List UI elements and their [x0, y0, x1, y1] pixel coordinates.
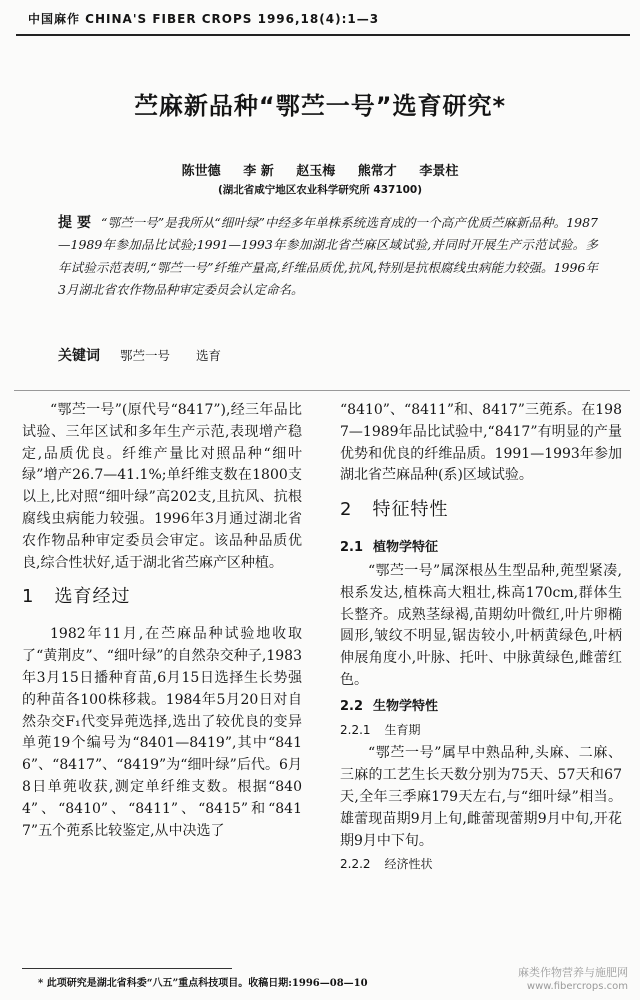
subsection-heading — [340, 696, 622, 718]
header-rule — [16, 34, 630, 36]
right-column — [340, 400, 622, 878]
subsubsection-title: 生育期 — [384, 722, 421, 737]
keyword: 鄂苎一号 — [119, 348, 170, 363]
subsection-heading — [340, 537, 622, 559]
section-heading — [22, 584, 302, 610]
section-paragraph: 1982年11月,在苎麻品种试验地收取了“黄荆皮”、“细叶绿”的自然杂交种子,1983年3月15日播种育苗,6月15日选择生长势强的种苗各100株移栽。1984年5月20日对自然杂交F₁代变异蔸选择,选出了较优良的变异单蔸19个编号为“8401—8419”,其中“8416”、“8417”、“8419”为“细叶绿”后代。6月8日单蔸收获,测定单纤维支数。根据“8404”、“8410”、“8411”、“8415”和“8417”五个蔸系比较鉴定,从中决选了 — [22, 626, 302, 839]
keywords — [58, 345, 598, 365]
footnote-rule — [22, 968, 232, 969]
footnote: * 此项研究是湖北省科委“八五”重点科技项目。收稿日期:1996—08—10 — [38, 978, 368, 989]
section-number: 1 — [22, 586, 35, 608]
site-watermark — [518, 966, 628, 994]
author-name: 陈世德 — [181, 164, 221, 179]
affiliation: (湖北省咸宁地区农业科学研究所 437100) — [217, 184, 423, 196]
author-name: 赵玉梅 — [296, 164, 336, 179]
continued-paragraph: “8410”、“8411”和、8417”三蔸系。在1987—1989年品比试验中,“8417”有明显的产量优势和优良的纤维品质。1991—1993年参加湖北省苎麻品种(系)区域试验。 — [340, 402, 622, 484]
author-name: 李景柱 — [419, 164, 459, 179]
article-title: 苎麻新品种“鄂苎一号”选育研究* — [133, 92, 507, 120]
watermark-url: www.fibercrops.com — [526, 981, 628, 992]
keywords-label: 关键词 — [58, 348, 100, 364]
section-heading — [340, 497, 622, 523]
subsection-number: 2.2 — [340, 698, 364, 714]
subsubsection-number: 2.2.1 — [340, 722, 371, 737]
section-title: 选育经过 — [54, 586, 131, 608]
subsection-title: 生物学特性 — [373, 698, 439, 714]
subsection-title: 植物学特征 — [373, 540, 439, 556]
author-name: 熊常才 — [357, 164, 397, 179]
keyword: 选育 — [195, 348, 221, 363]
section-title: 特征特性 — [372, 499, 449, 521]
intro-paragraph: “鄂苎一号”(原代号“8417”),经三年品比试验、三年区试和多年生产示范,表现增产稳定,品质优良。纤维产量比对照品种“细叶绿”增产26.7—41.1%;单纤维支数在1800支以上,比对照“细叶绿”高202支,且抗风、抗根腐线虫病能力较强。1996年3月通过湖北省农作物品种审定委员会审定。该品种品质优良,综合性状好,适于湖北省苎麻产区种植。 — [22, 402, 302, 571]
subsection-paragraph: “鄂苎一号”属深根丛生型品种,蔸型紧凑,根系发达,植株高大粗壮,株高170cm,群体生长整齐。成熟茎绿褐,苗期幼叶微红,叶片卵椭圆形,皱纹不明显,锯齿较小,叶柄黄绿色,叶柄伸展角度小,叶脉、托叶、中脉黄绿色,雌蕾红色。 — [340, 562, 622, 688]
subsubsection-heading — [340, 720, 622, 742]
subsection-number: 2.1 — [340, 540, 364, 556]
author-list — [60, 160, 580, 179]
abstract-text: “鄂苎一号”是我所从“细叶绿”中经多年单株系统选育成的一个高产优质苎麻新品种。1987—1989年参加品比试验;1991—1993年参加湖北省苎麻区域试验,并同时开展生产示范试验。多年试验示范表明,“鄂苎一号”纤维产量高,纤维品质优,抗风,特别是抗根腐线虫病能力较强。1996年3月湖北省农作物品种审定委员会认定命名。 — [58, 215, 599, 297]
abstract-label: 提 要 — [58, 215, 92, 231]
watermark-name: 麻类作物营养与施肥网 — [518, 966, 628, 979]
author-name: 李 新 — [243, 164, 274, 179]
section-divider — [14, 390, 630, 391]
subsection-paragraph: “鄂苎一号”属早中熟品种,头麻、二麻、三麻的工艺生长天数分别为75天、57天和67天,全年三季麻179天左右,与“细叶绿”相当。雄蕾现苗期9月上旬,雌蕾现蕾期9月中旬,开花期9月中下旬。 — [340, 745, 622, 849]
running-head: 中国麻作 CHINA'S FIBER CROPS 1996,18(4):1—3 — [28, 12, 380, 26]
section-number: 2 — [340, 499, 353, 521]
subsubsection-heading — [340, 854, 622, 876]
subsubsection-title: 经济性状 — [384, 857, 433, 872]
left-column — [22, 400, 302, 842]
abstract — [58, 212, 598, 301]
subsubsection-number: 2.2.2 — [340, 857, 371, 872]
